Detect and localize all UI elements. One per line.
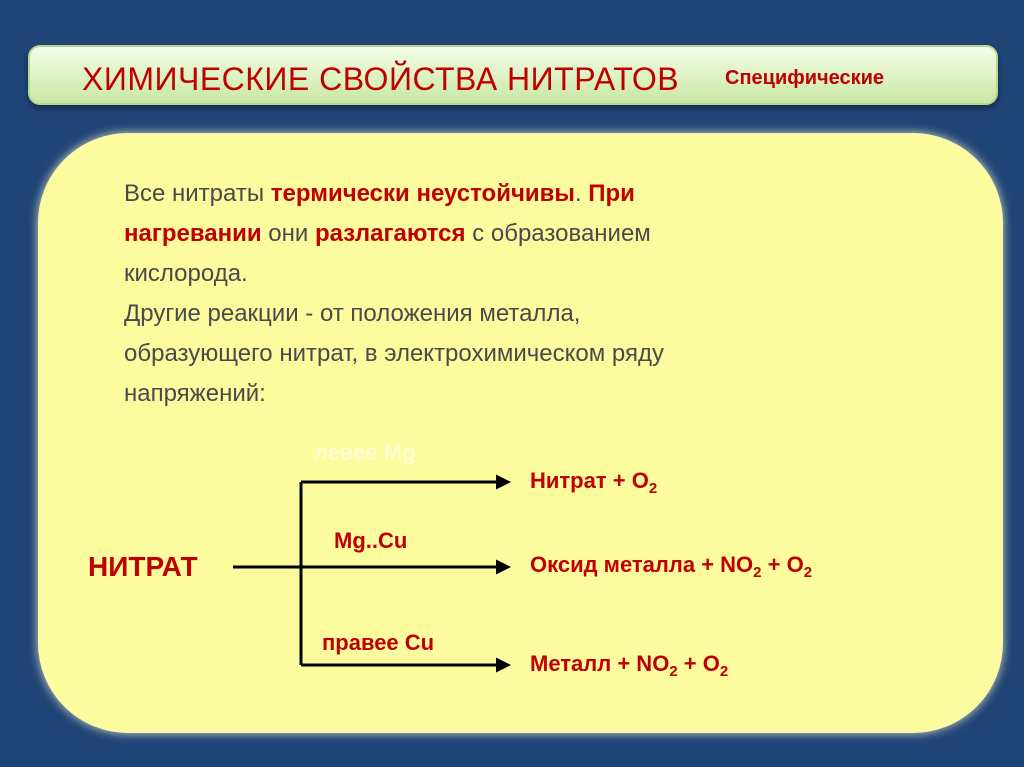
- product-1: Нитрат + $O_2$: [530, 468, 658, 497]
- intro-line-1: Все нитраты термически неустойчивы. При: [124, 180, 635, 207]
- intro-line-4: Другие реакции - от положения металла,: [124, 300, 581, 327]
- intro-line-5: образующего нитрат, в электрохимическом ряду: [124, 340, 665, 367]
- source-label: НИТРАТ: [88, 551, 198, 582]
- page-title: ХИМИЧЕСКИЕ СВОЙСТВА НИТРАТОВ: [82, 61, 680, 97]
- intro-line-3: кислорода.: [124, 260, 248, 287]
- page-subtitle: Специфические: [725, 67, 885, 89]
- product-2: Оксид металла + $NO_2 + O_2$: [530, 552, 813, 581]
- intro-line-6: напряжений:: [124, 380, 266, 407]
- intro-line-2: нагревании они разлагаются с образованием: [124, 220, 651, 247]
- condition-3: правее Cu: [322, 630, 435, 655]
- condition-1: левее Mg: [314, 440, 416, 465]
- product-3: Металл + $NO_2 + O_2$: [530, 651, 729, 680]
- condition-2: Mg..Cu: [334, 528, 408, 553]
